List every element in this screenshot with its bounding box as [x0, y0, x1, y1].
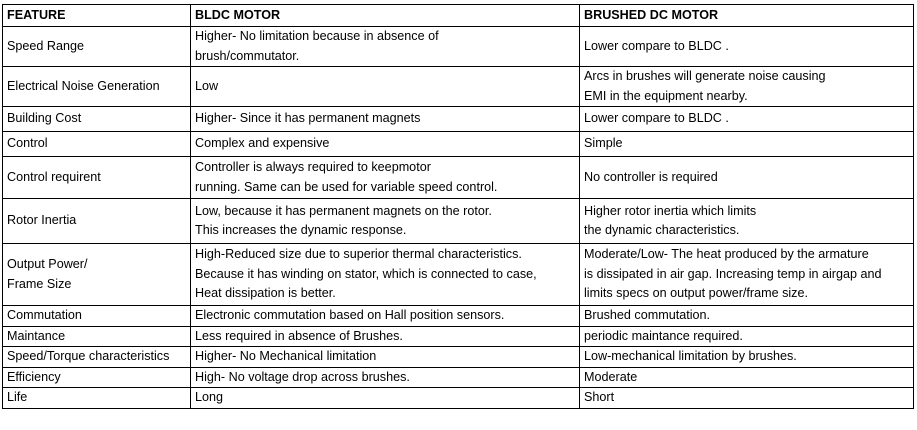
cell-text-line: Speed/Torque characteristics	[7, 349, 170, 363]
cell-text-line: Commutation	[7, 308, 82, 322]
cell-text-line: Higher- Since it has permanent magnets	[195, 111, 421, 126]
cell-text-line: Control requirent	[7, 169, 101, 184]
cell-text-line: Higher rotor inertia which limits	[584, 203, 757, 218]
table-row	[3, 27, 914, 67]
bldc-cell	[191, 132, 580, 157]
cell-text-line: Moderate/Low- The heat produced by the armature	[584, 247, 869, 262]
bldc-cell	[191, 157, 580, 199]
comparison-table-container	[2, 4, 914, 409]
table-row	[3, 67, 914, 107]
feature-cell	[3, 388, 191, 409]
cell-text-line: running. Same can be used for variable speed control.	[195, 179, 498, 194]
bldc-cell	[191, 27, 580, 67]
bldc-cell	[191, 326, 580, 347]
table-row	[3, 347, 914, 368]
cell-text-line: Electronic commutation based on Hall position sensors.	[195, 308, 505, 322]
bldc-cell	[191, 107, 580, 132]
header-feature: FEATURE	[3, 5, 191, 27]
cell-text-line: Lower compare to BLDC .	[584, 38, 729, 53]
cell-text-line: Heat dissipation is better.	[195, 286, 336, 301]
brushed-cell	[580, 67, 914, 107]
table-header-row	[3, 5, 914, 27]
bldc-cell	[191, 244, 580, 306]
cell-text-line: Rotor Inertia	[7, 213, 77, 228]
cell-text-line: Control	[7, 136, 48, 151]
brushed-cell	[580, 27, 914, 67]
cell-text-line: Maintance	[7, 328, 66, 343]
cell-text-line: Controller is always required to keepmotor	[195, 160, 431, 174]
cell-text-line: Efficiency	[7, 369, 61, 384]
cell-text-line: No controller is required	[584, 169, 718, 184]
cell-text-line: is dissipated in air gap. Increasing temp in airgap and	[584, 266, 882, 281]
feature-cell	[3, 326, 191, 347]
bldc-cell	[191, 199, 580, 244]
header-bldc-motor: BLDC MOTOR	[191, 5, 580, 27]
table-row	[3, 199, 914, 244]
feature-cell	[3, 347, 191, 368]
cell-text-line: Less required in absence of Brushes.	[195, 328, 403, 343]
feature-cell	[3, 132, 191, 157]
brushed-cell	[580, 107, 914, 132]
table-row	[3, 367, 914, 388]
bldc-cell	[191, 67, 580, 107]
cell-text-line: High-Reduced size due to superior thermal characteristics.	[195, 247, 522, 262]
cell-text-line: Speed Range	[7, 38, 85, 53]
table-row	[3, 132, 914, 157]
cell-text-line: Building Cost	[7, 111, 82, 126]
cell-text-line: Simple	[584, 136, 623, 151]
feature-cell	[3, 306, 191, 327]
cell-text-line: This increases the dynamic response.	[195, 223, 407, 237]
header-brushed-dc-motor: BRUSHED DC MOTOR	[580, 5, 914, 27]
cell-text-line: Electrical Noise Generation	[7, 78, 160, 93]
cell-text-line: Long	[195, 390, 224, 404]
table-row	[3, 244, 914, 306]
table-row	[3, 306, 914, 327]
cell-text-line: Because it has winding on stator, which is connected to case,	[195, 266, 537, 281]
cell-text-line: the dynamic characteristics.	[584, 223, 740, 237]
brushed-cell	[580, 244, 914, 306]
cell-text-line: brush/commutator.	[195, 48, 300, 63]
cell-text-line: Lower compare to BLDC .	[584, 111, 729, 126]
cell-text-line: Arcs in brushes will generate noise causing	[584, 69, 826, 83]
bldc-cell	[191, 367, 580, 388]
cell-text-line: Higher- No limitation because in absence of	[195, 29, 439, 43]
cell-text-line: Moderate	[584, 369, 638, 384]
feature-cell	[3, 157, 191, 199]
brushed-cell	[580, 132, 914, 157]
bldc-cell	[191, 347, 580, 368]
brushed-cell	[580, 347, 914, 368]
bldc-cell	[191, 306, 580, 327]
cell-text-line: Low-mechanical limitation by brushes.	[584, 349, 797, 363]
cell-text-line: Output Power/	[7, 257, 88, 271]
cell-text-line: Brushed commutation.	[584, 308, 710, 322]
cell-text-line: Complex and expensive	[195, 136, 330, 151]
feature-cell	[3, 199, 191, 244]
cell-text-line: Life	[7, 390, 28, 404]
table-row	[3, 107, 914, 132]
cell-text-line: periodic maintance required.	[584, 328, 743, 343]
feature-cell	[3, 27, 191, 67]
feature-cell	[3, 67, 191, 107]
cell-text-line: Frame Size	[7, 276, 72, 291]
feature-cell	[3, 367, 191, 388]
cell-text-line: Low, because it has permanent magnets on the rotor.	[195, 203, 492, 218]
brushed-cell	[580, 326, 914, 347]
cell-text-line: EMI in the equipment nearby.	[584, 88, 748, 103]
cell-text-line: High- No voltage drop across brushes.	[195, 369, 410, 384]
brushed-cell	[580, 199, 914, 244]
cell-text-line: Low	[195, 78, 219, 93]
feature-cell	[3, 244, 191, 306]
brushed-cell	[580, 306, 914, 327]
brushed-cell	[580, 388, 914, 409]
table-row	[3, 326, 914, 347]
table-row	[3, 388, 914, 409]
cell-text-line: limits specs on output power/frame size.	[584, 286, 808, 301]
brushed-cell	[580, 367, 914, 388]
cell-text-line: Short	[584, 390, 615, 404]
feature-cell	[3, 107, 191, 132]
bldc-cell	[191, 388, 580, 409]
cell-text-line: Higher- No Mechanical limitation	[195, 349, 377, 363]
table-row	[3, 157, 914, 199]
comparison-table	[2, 4, 914, 409]
brushed-cell	[580, 157, 914, 199]
